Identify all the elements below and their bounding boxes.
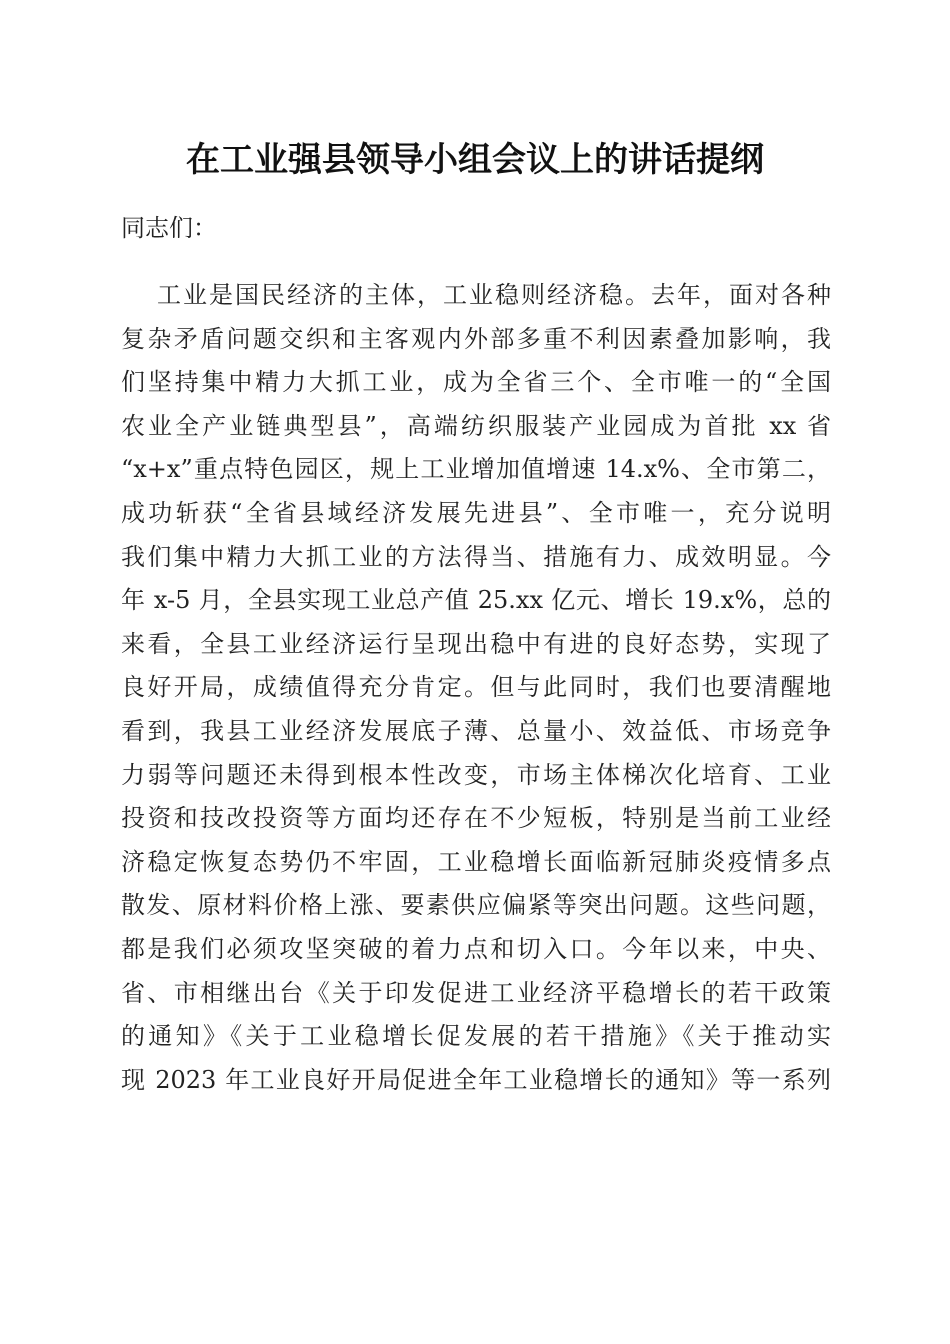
document-title: 在工业强县领导小组会议上的讲话提纲 xyxy=(186,140,764,180)
paragraph-line: “x+x”重点特色园区，规上工业增加值增速 14.x%、全市第二， xyxy=(121,455,831,484)
paragraph-line: 都是我们必须攻坚突破的着力点和切入口。今年以来，中央、 xyxy=(121,934,831,963)
body-paragraph xyxy=(121,274,831,1102)
paragraph-line: 来看，全县工业经济运行呈现出稳中有进的良好态势，实现了 xyxy=(121,629,831,658)
paragraph-line: 的通知》《关于工业稳增长促发展的若干措施》《关于推动实 xyxy=(121,1022,831,1051)
paragraph-line: 看到，我县工业经济发展底子薄、总量小、效益低、市场竞争 xyxy=(121,716,831,745)
paragraph-line: 们坚持集中精力大抓工业，成为全省三个、全市唯一的“全国 xyxy=(121,368,831,397)
paragraph-line: 省、市相继出台《关于印发促进工业经济平稳增长的若干政策 xyxy=(121,978,831,1007)
paragraph-line: 投资和技改投资等方面均还存在不少短板，特别是当前工业经 xyxy=(121,804,831,833)
paragraph-line: 力弱等问题还未得到根本性改变，市场主体梯次化培育、工业 xyxy=(121,760,831,789)
paragraph-line: 散发、原材料价格上涨、要素供应偏紧等突出问题。这些问题， xyxy=(121,891,831,920)
salutation: 同志们： xyxy=(121,214,217,242)
paragraph-line: 济稳定恢复态势仍不牢固，工业稳增长面临新冠肺炎疫情多点 xyxy=(121,847,831,876)
paragraph-line: 我们集中精力大抓工业的方法得当、措施有力、成效明显。今 xyxy=(121,542,831,571)
paragraph-line: 成功斩获“全省县域经济发展先进县”、全市唯一，充分说明 xyxy=(121,498,831,527)
paragraph-line: 现 2023 年工业良好开局促进全年工业稳增长的通知》等一系列 xyxy=(121,1065,831,1094)
paragraph-line: 年 x-5 月，全县实现工业总产值 25.xx 亿元、增长 19.x%，总的 xyxy=(121,586,831,615)
paragraph-line: 农业全产业链典型县”，高端纺织服装产业园成为首批 xx 省 xyxy=(121,411,831,440)
paragraph-line: 工业是国民经济的主体，工业稳则经济稳。去年，面对各种 xyxy=(157,281,831,309)
paragraph-line: 复杂矛盾问题交织和主客观内外部多重不利因素叠加影响，我 xyxy=(121,324,831,353)
paragraph-line: 良好开局，成绩值得充分肯定。但与此同时，我们也要清醒地 xyxy=(121,673,831,702)
